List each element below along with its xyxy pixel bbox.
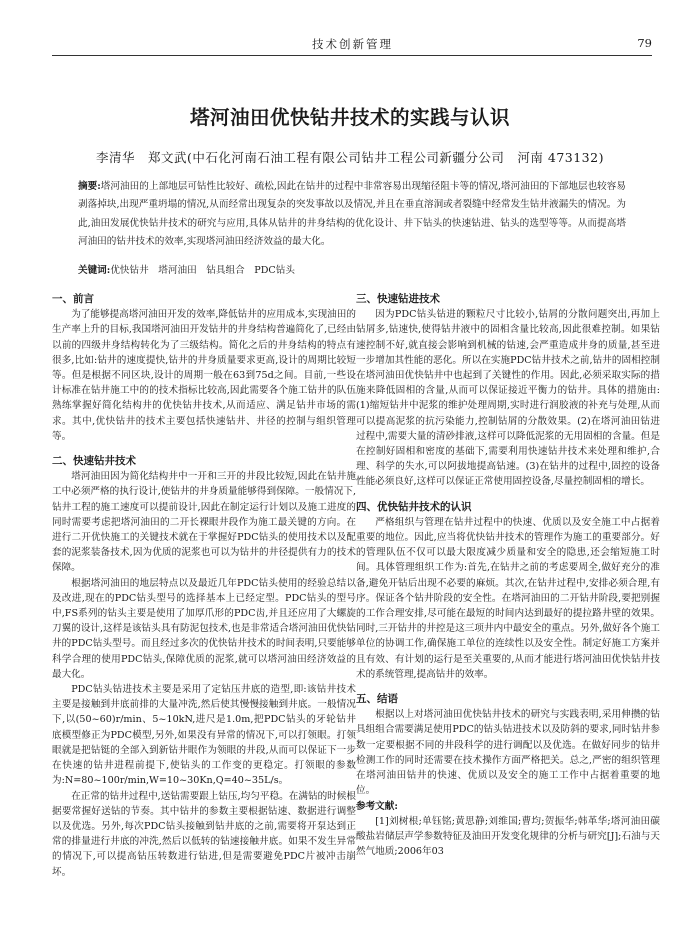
section-heading-understanding: 四、优快钻井技术的认识	[356, 500, 472, 513]
abstract	[78, 178, 626, 252]
paragraph: 在正常的钻井过程中,送钻需要跟上钻压,均匀平稳。在满钻的时候根据要常握好送钻的节奏。其中钻井的参数主要根据钻速、数据进行调整以及优选。另外,每次PDC钻头接触到钻井底的之前,需要将开泵达到正常的排量进行井底的冲洗,然后以低转的钻速接触井底。如果不发生异常的情况下,可以提高钻压转数进行钻进,但是需要避免PDC片被冲击崩坏。	[52, 790, 356, 878]
header-rule	[52, 55, 652, 56]
paragraph: 为了能够提高塔河油田开发的效率,降低钻井的应用成本,实现油田的生产率上升的目标,我国塔河油田开发钻井的井身结构普遍简化了,已经由以前的四级井身结构转化为了三级结构。简化之后的井身结构的特点有很多,比如:钻井的速度提快,钻井的井身质量要求更高,设计的周期比较短等。但是根据不同区块,设计的周期一般在63到75d之间。目前,一些设计标准在钻井施工中的的技术指标比较高,因此需要各个施工钻井的队伍熟练掌握好简化结构井的优快钻井技术,从而适应、满足钻井市场的需求。其中,优快钻井的技术主要包括快速钻井、井径的控制与组织管理等。	[52, 309, 356, 442]
reference-item: [1]刘树根;单钰铭;黄思静;刘维国;曹均;贺振华;韩革华;塔河油田碳酸盐岩储层声学参数特征及油田开发变化规律的分析与研究[J];石油与天然气地质;2006年03	[356, 815, 660, 858]
abstract-text: 塔河油田的上部地层可钻性比较好、疏松,因此在钻井的过程中非常容易出现缩径阻卡等的情况,塔河油田的下部地层也较容易剥落掉块,出现严重坍塌的情况,从而经常出现复杂的突发事故以及情况,并且在垂直溶洞或者裂缝中经常发生钻井液漏失的情况。为此,油田发展优快钻井技术的研究与应用,具体从钻井的井身结构的优化设计、井下钻头的快速钻进、钻头的选型等等。从而提高塔河油田的钻井技术的效率,实现塔河油田经济效益的最大化。	[78, 181, 626, 248]
keywords-label: 关键词:	[78, 265, 111, 276]
page-number: 79	[637, 36, 652, 50]
paragraph: 因为PDC钻头钻进的颗粒尺寸比较小,钻屑的分散问题突出,再加上钻屑多,钻速快,使得钻井液中的固相含量比较高,因此很难控制。如果钻速控制不好,就直接会影响到机械的钻速,会严重造成井身的质量,甚至进一步增加其性能的恶化。所以在实施PDC钻井技术之前,钻井的固相控制在塔河油田优快钻井中也起到了关键性的作用。因此,必须采取实际的措施来降低固相的含量,从而可以保证接近平衡力的钻井。具体的措施由:(1)缩短钻井中泥浆的维护处理周期,实时进行润胶液的补充与处理,从而可以提高泥浆的抗污染能力,控制钻屑的分散效果。(2)在塔河油田钻进过程中,需要大量的清砂排液,这样可以降低泥浆的无用固相的含量。但是在控制好固相和密度的基础下,需要利用快速钻井技术来处理和维护,合理、科学的失水,可以阿拔地提高钻速。(3)在钻井的过程中,固控的设备性能必须良好,这样可以保证正常使用固控设备,尽量控制固相的增长。	[356, 309, 660, 488]
journal-name: 技术创新管理	[312, 37, 393, 51]
keywords	[78, 262, 626, 276]
right-column	[356, 292, 660, 859]
paragraph: PDC钻头钻进技术主要是采用了定钻压井底的造型,即:该钻井技术主要是接触到井底前排的大量冲洗,然后使其慢慢接触到井底。一般情况下,以(50~60)r/min、5~10kN,进尺是1.0m,把PDC钻头的牙轮钻井底模型修正为PDC模型,另外,如果没有异常的情况下,可以打领眼。打领眼就是把钻铤的全部入到新钻井眼作为领眼的井段,从而可以保证下一步在快速的钻井进程前提下,使钻头的工作变的更稳定。打领眼的参数为:N=80~100r/min,W=10~30Kn,Q=40~35L/s。	[52, 684, 356, 787]
keywords-text: 优快钻井 塔河油田 钻具组合 PDC钻头	[110, 265, 295, 276]
references-heading: 参考文献:	[356, 800, 398, 812]
paragraph: 塔河油田因为简化结构井中一开和三开的井段比较短,因此在钻井施工中必须严格的执行设计,使钻井的井身质量能够得到保障。一般情况下,钻井工程的施工速度可以提前设计,因此在制定运行计划以及施工进度的同时需要考虑把塔河油田的二开长裸眼井段作为施工最关键的方向。在进行二开优快施工的关键技术就在于掌握好PDC钻头的使用技术以及配套的泥浆装备技术,因为优质的泥浆也可以为钻井的井径提供有力的技术保障。	[52, 471, 356, 574]
section-heading-conclusion: 五、结语	[356, 693, 398, 706]
section-heading-fast-penetration: 三、快速钻进技术	[356, 293, 440, 305]
abstract-label: 摘要:	[78, 181, 101, 192]
section-heading-fast-drilling: 二、快速钻井技术	[52, 455, 136, 468]
running-header	[52, 36, 652, 56]
paragraph: 严格组织与管理在钻井过程中的快速、优质以及安全施工中占据着重要的地位。因此,应当将优快钻井技术的管理作为施工的重要部分。好的管理队伍不仅可以最大限度减少质量和安全的隐患,还会缩短施工时间。具体管理组织工作为:首先,在钻井之前的考虑要周全,做好充分的准备,避免开钻后出现不必要的麻烦。其次,在钻井过程中,安排必须合理,有序。保证各个钻井阶段的安全性。在塔河油田的二开钻井阶段,要把别握的工作合理安排,尽可能在最短的时间内达到最好的提拉路井壁的效果。同时,三开钻井的井控是这三项井内中最安全的重点。另外,做好各个施工单位的协调工作,确保施工单位的连续性以及安全性。制定好施工方案并且有效、有计划的运行是至关重要的,从而才能进行塔河油田优快钻井技术的系统管理,提高钻井的效率。	[356, 516, 660, 680]
author-line: 李清华 郑文武(中石化河南石油工程有限公司钻井工程公司新疆分公司 河南 473132)	[96, 150, 604, 165]
section-heading-intro: 一、前言	[52, 293, 94, 305]
paragraph: 根据塔河油田的地层特点以及最近几年PDC钻头使用的经验总结以及改进,现在的PDC钻头型号的选择基本上已经定型。PDC钻头的型号中,FS系列的钻头主要是使用了加厚爪形的PDC齿,并且还应用了大螺旋刀翼的设计,这样是该钻头具有防泥包技术,也是非常适合塔河油田优快钻井的PDC钻头型号。而且经过多次的优快钻井技术的时间表明,只要能够科学合理的使用PDC钻头,保障优质的泥浆,就可以塔河油田经济效益的最大化。	[52, 577, 356, 680]
article-title: 塔河油田优快钻井技术的实践与认识	[189, 106, 510, 129]
paragraph: 根据以上对塔河油田优快钻井技术的研究与实践表明,采用伸攒的钻具组组合需要满足使用PDC的钻头钻进技术以及防斜的要求,同时钻井参数一定要根据不同的井段科学的进行调配以及优选。在做好同步的钻井检测工作的同时还需要在技术操作方面严格把关。总之,严密的组织管理在塔河油田钻井的快速、优质以及安全的施工工作中占据着重要的地位。	[356, 709, 660, 797]
left-column	[52, 292, 356, 880]
